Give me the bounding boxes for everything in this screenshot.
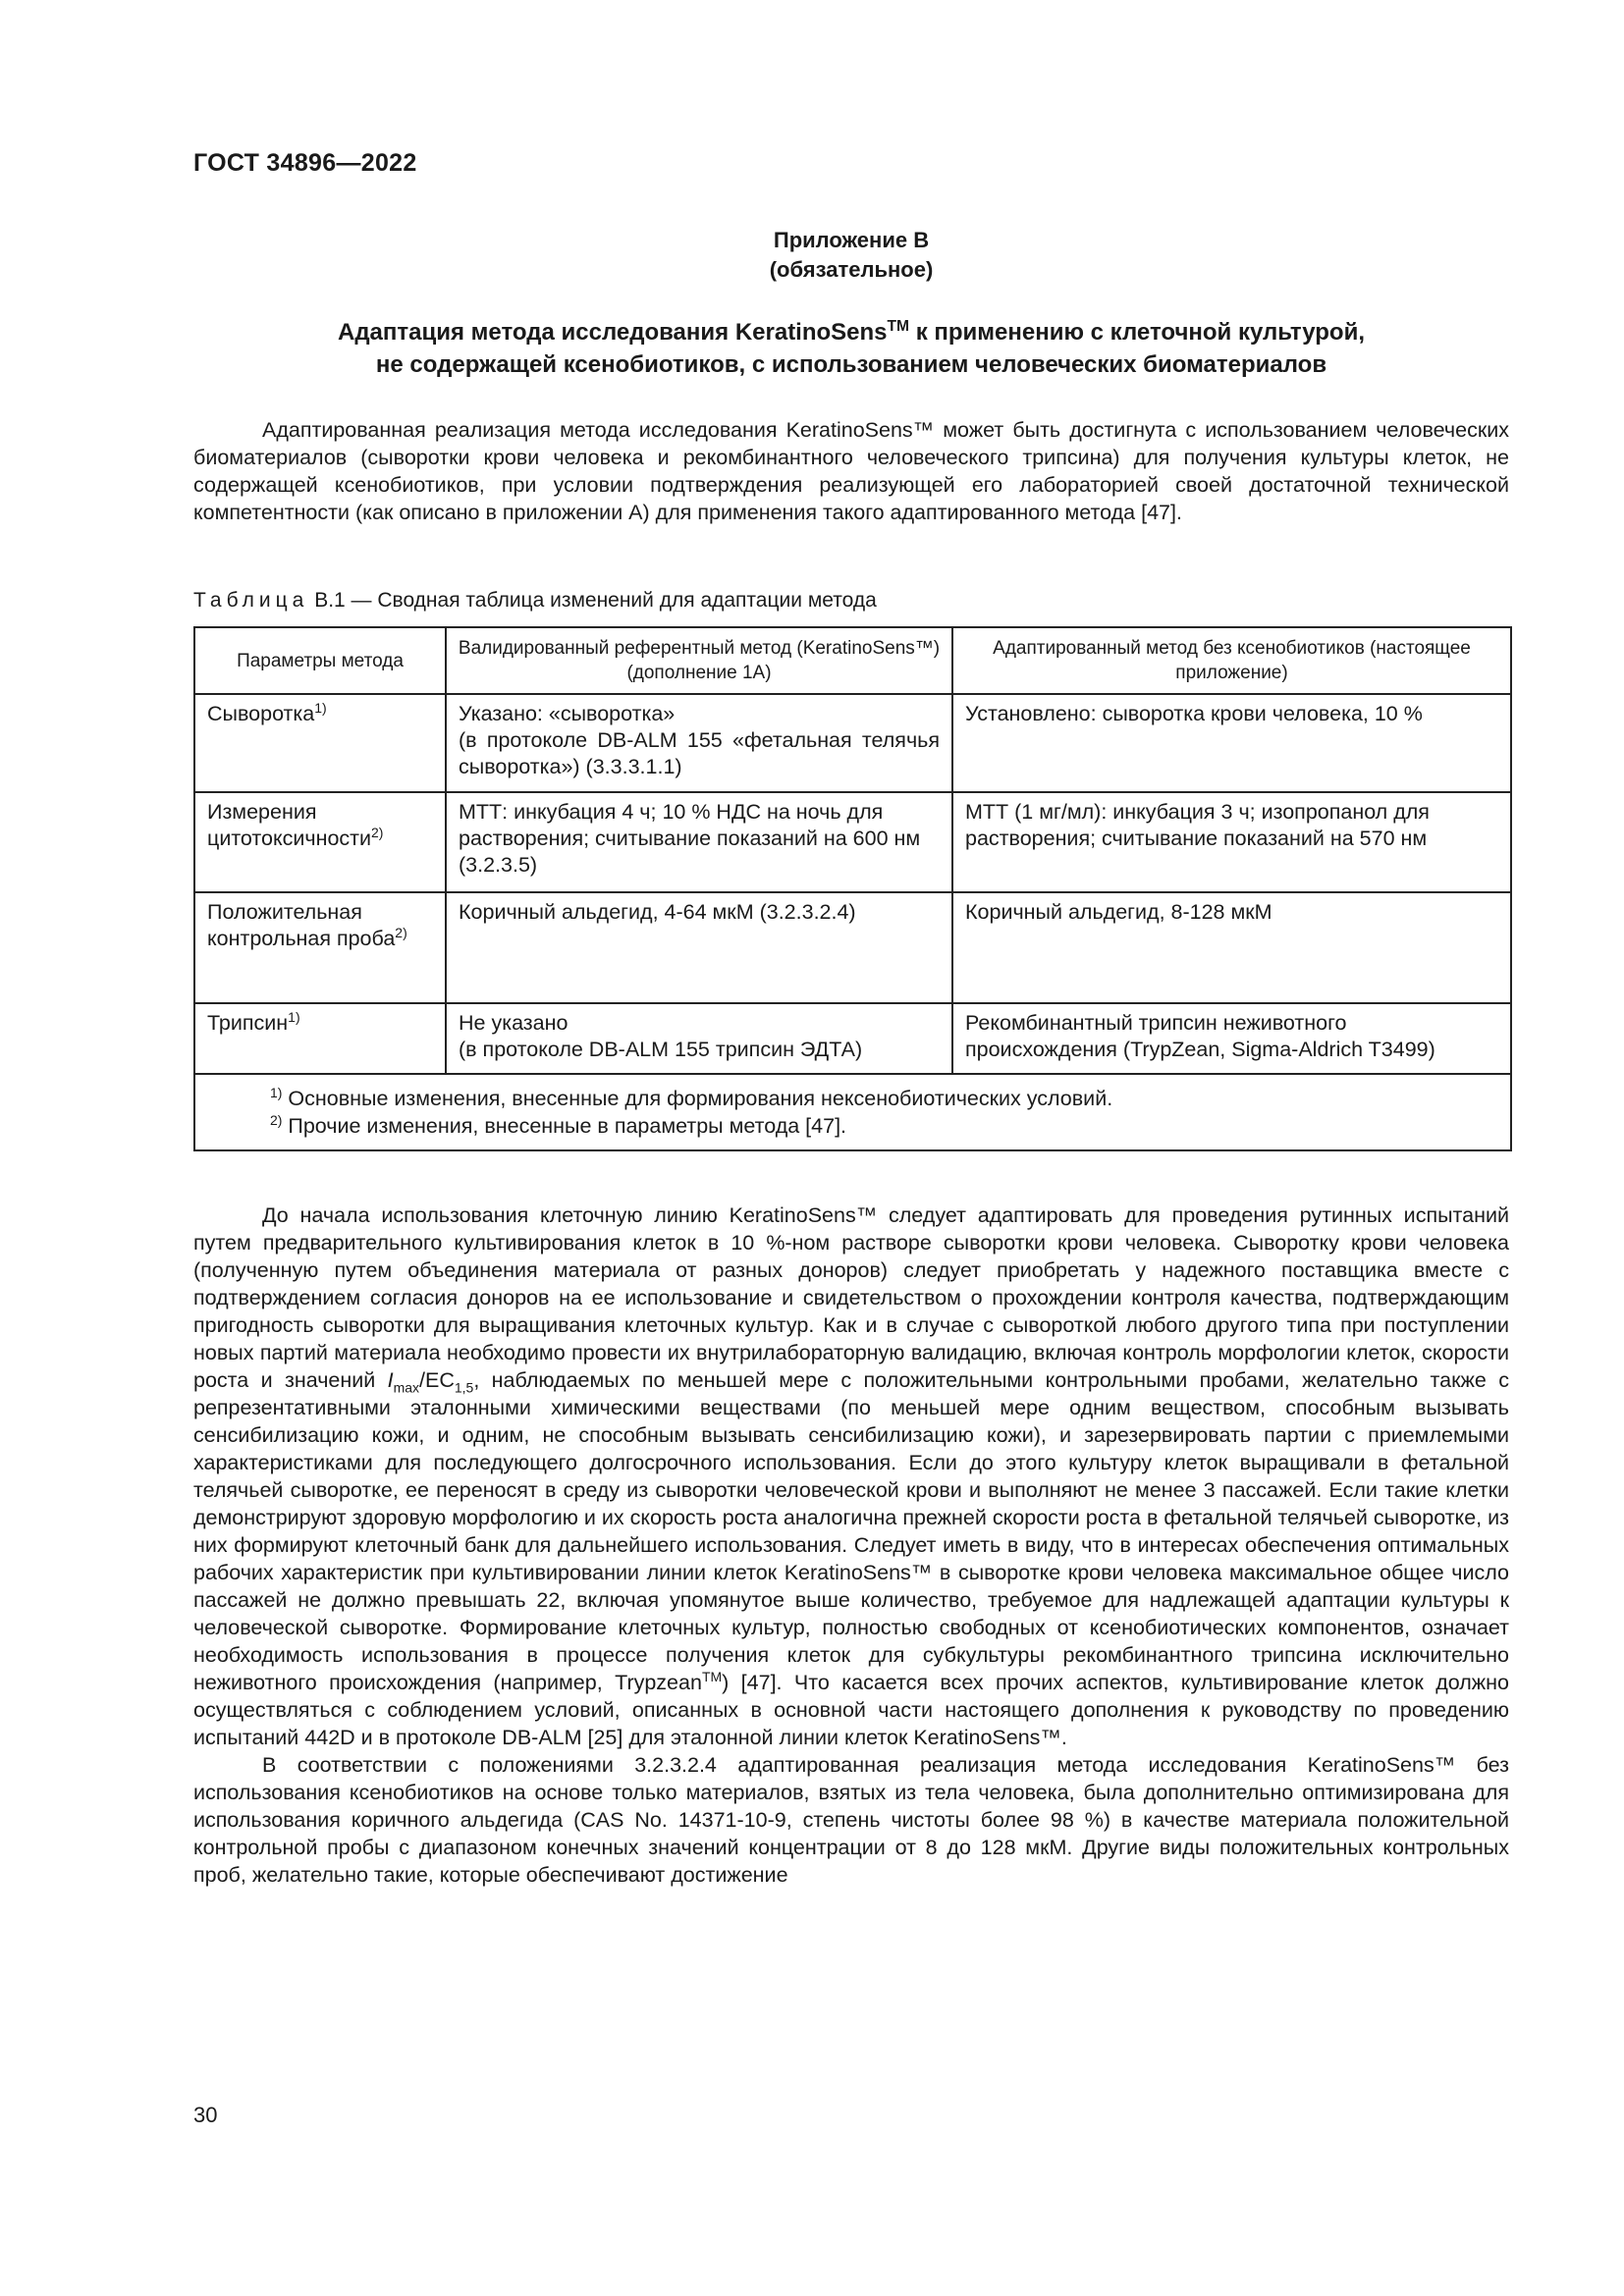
- title-line-2: не содержащей ксенобиотиков, с использованием человеческих биоматериалов: [375, 351, 1327, 378]
- annex-heading: [193, 226, 1509, 285]
- table-row: [194, 694, 1511, 792]
- annex-title: [193, 316, 1509, 381]
- reference-cell: Коричный альдегид, 4-64 мкМ (3.2.3.2.4): [446, 892, 952, 1003]
- standard-header: ГОСТ 34896—2022: [193, 149, 417, 177]
- annex-label: Приложение В: [773, 228, 930, 252]
- table-header-row: [194, 627, 1511, 694]
- param-cell: Сыворотка$^{1)}$: [194, 694, 446, 792]
- table-footnotes-row: [194, 1074, 1511, 1150]
- table-caption: Таблица В.1 — Сводная таблица изменений для адаптации метода: [193, 589, 877, 612]
- page-number: 30: [193, 2103, 218, 2127]
- body-paragraph-adaptation: До начала использования клеточную линию KeratinoSens™ следует адаптировать для проведения рутинных испытаний путем предварительного культивирования клеток в 10 %-ном растворе сыворотки крови человека. Сыворотку крови человека (полученную путем объединения материала от разных доноров) следует приобретать у надежного поставщика вместе с подтверждением согласия доноров на ее использование и свидетельством о прохождении контроля качества, подтверждающим пригодность сыворотки для выращивания клеточных культур. Как и в случае с сывороткой любого другого типа при поступлении новых партий материала необходимо провести их внутрилабораторную валидацию, включая контроль морфологии клеток, скорости роста и значений $I_{max}/EC_{1,5}$, наблюдаемых по меньшей мере с положительными контрольными пробами, желательно также с репрезентативными эталонными химическими веществами (по меньшей мере одним веществом, способным вызывать сенсибилизацию кожи, и одним, не способным вызывать сенсибилизацию кожи), и зарезервировать партии с приемлемыми характеристиками для последующего долгосрочного использования. Если до этого культуру клеток выращивали в фетальной телячьей сыворотке, ее переносят в среду из сыворотки человеческой крови и выполняют не менее 3 пассажей. Если такие клетки демонстрируют здоровую морфологию и их скорость роста аналогична прежней скорости роста в фетальной телячьей сыворотке, из них формируют клеточный банк для дальнейшего использования. Следует иметь в виду, что в интересах обеспечения оптимальных рабочих характеристик при культивировании линии клеток KeratinoSens™ в сыворотке крови человека максимальное общее число пассажей не должно превышать 22, включая упомянутое выше количество, требуемое для надлежащей адаптации культуры к человеческой сыворотке. Формирование клеточных культур, полностью свободных от ксенобиотических компонентов, означает необходимость использования в процессе получения клеток для субкультуры рекомбинантного трипсина исключительно неживотного происхождения (например, Trypzean™) [47]. Что касается всех прочих аспектов, культивирование клеток должно осуществляться с соблюдением условий, описанных в основной части настоящего дополнения к руководству по проведению испытаний 442D и в протоколе DB-ALM [25] для эталонной линии клеток KeratinoSens™.: [193, 1203, 1509, 1749]
- adapted-cell: Установлено: сыворотка крови человека, 10 %: [952, 694, 1511, 792]
- table-row: [194, 1003, 1511, 1074]
- param-cell: Измерения цитотоксичности$^{2)}$: [194, 792, 446, 892]
- adapted-cell: МТТ (1 мг/мл): инкубация 3 ч; изопропанол для растворения; считывание показаний на 570 нм: [952, 792, 1511, 892]
- reference-cell: Не указано (в протоколе DB-ALM 155 трипсин ЭДТА): [446, 1003, 952, 1074]
- header-params: Параметры метода: [194, 627, 446, 694]
- body-paragraph-positive-control: В соответствии с положениями 3.2.3.2.4 адаптированная реализация метода исследования KeratinoSens™ без использования ксенобиотиков на основе только материалов, взятых из тела человека, была дополнительно оптимизирована для использования коричного альдегида (CAS No. 14371-10-9, степень чистоты более 98 %) в качестве материала положительной контрольной пробы с диапазоном конечных значений концентрации от 8 до 128 мкМ. Другие виды положительных контрольных проб, желательно такие, которые обеспечивают достижение: [193, 1753, 1509, 1887]
- table-row: [194, 892, 1511, 1003]
- adapted-cell: Коричный альдегид, 8-128 мкМ: [952, 892, 1511, 1003]
- intro-paragraph: Адаптированная реализация метода исследования KeratinoSens™ может быть достигнута с использованием человеческих биоматериалов (сыворотки крови человека и рекомбинантного человеческого трипсина) для получения культуры клеток, не содержащей ксенобиотиков, при условии подтверждения реализующей его лабораторией своей достаточной технической компетентности (как описано в приложении А) для применения такого адаптированного метода [47].: [193, 418, 1509, 524]
- table-row: [194, 792, 1511, 892]
- header-reference: Валидированный референтный метод (KeratinoSens™) (дополнение 1А): [446, 627, 952, 694]
- changes-table: [193, 626, 1512, 1151]
- header-adapted: Адаптированный метод без ксенобиотиков (настоящее приложение): [952, 627, 1511, 694]
- param-cell: Положительная контрольная проба$^{2)}$: [194, 892, 446, 1003]
- body-text: [193, 1201, 1509, 1889]
- title-line-1: Адаптация метода исследования KeratinoSens™ к применению с клеточной культурой,: [337, 318, 1366, 346]
- adapted-cell: Рекомбинантный трипсин неживотного происхождения (TrypZean, Sigma-Aldrich T3499): [952, 1003, 1511, 1074]
- footnote-1: $^{1)}$ Основные изменения, внесенные для формирования нексенобиотических условий.: [270, 1084, 1113, 1110]
- reference-cell: Указано: «сыворотка» (в протоколе DB-ALM 155 «фетальная телячья сыворотка») (3.3.3.1.1): [446, 694, 952, 792]
- annex-status: (обязательное): [769, 257, 934, 282]
- reference-cell: МТТ: инкубация 4 ч; 10 % НДС на ночь для растворения; считывание показаний на 600 нм (3.2.3.5): [446, 792, 952, 892]
- trademark-mark: TM: [887, 318, 910, 335]
- param-cell: Трипсин$^{1)}$: [194, 1003, 446, 1074]
- table-footnotes: [194, 1074, 1511, 1150]
- footnote-2: $^{2)}$ Прочие изменения, внесенные в параметры метода [47].: [270, 1111, 847, 1138]
